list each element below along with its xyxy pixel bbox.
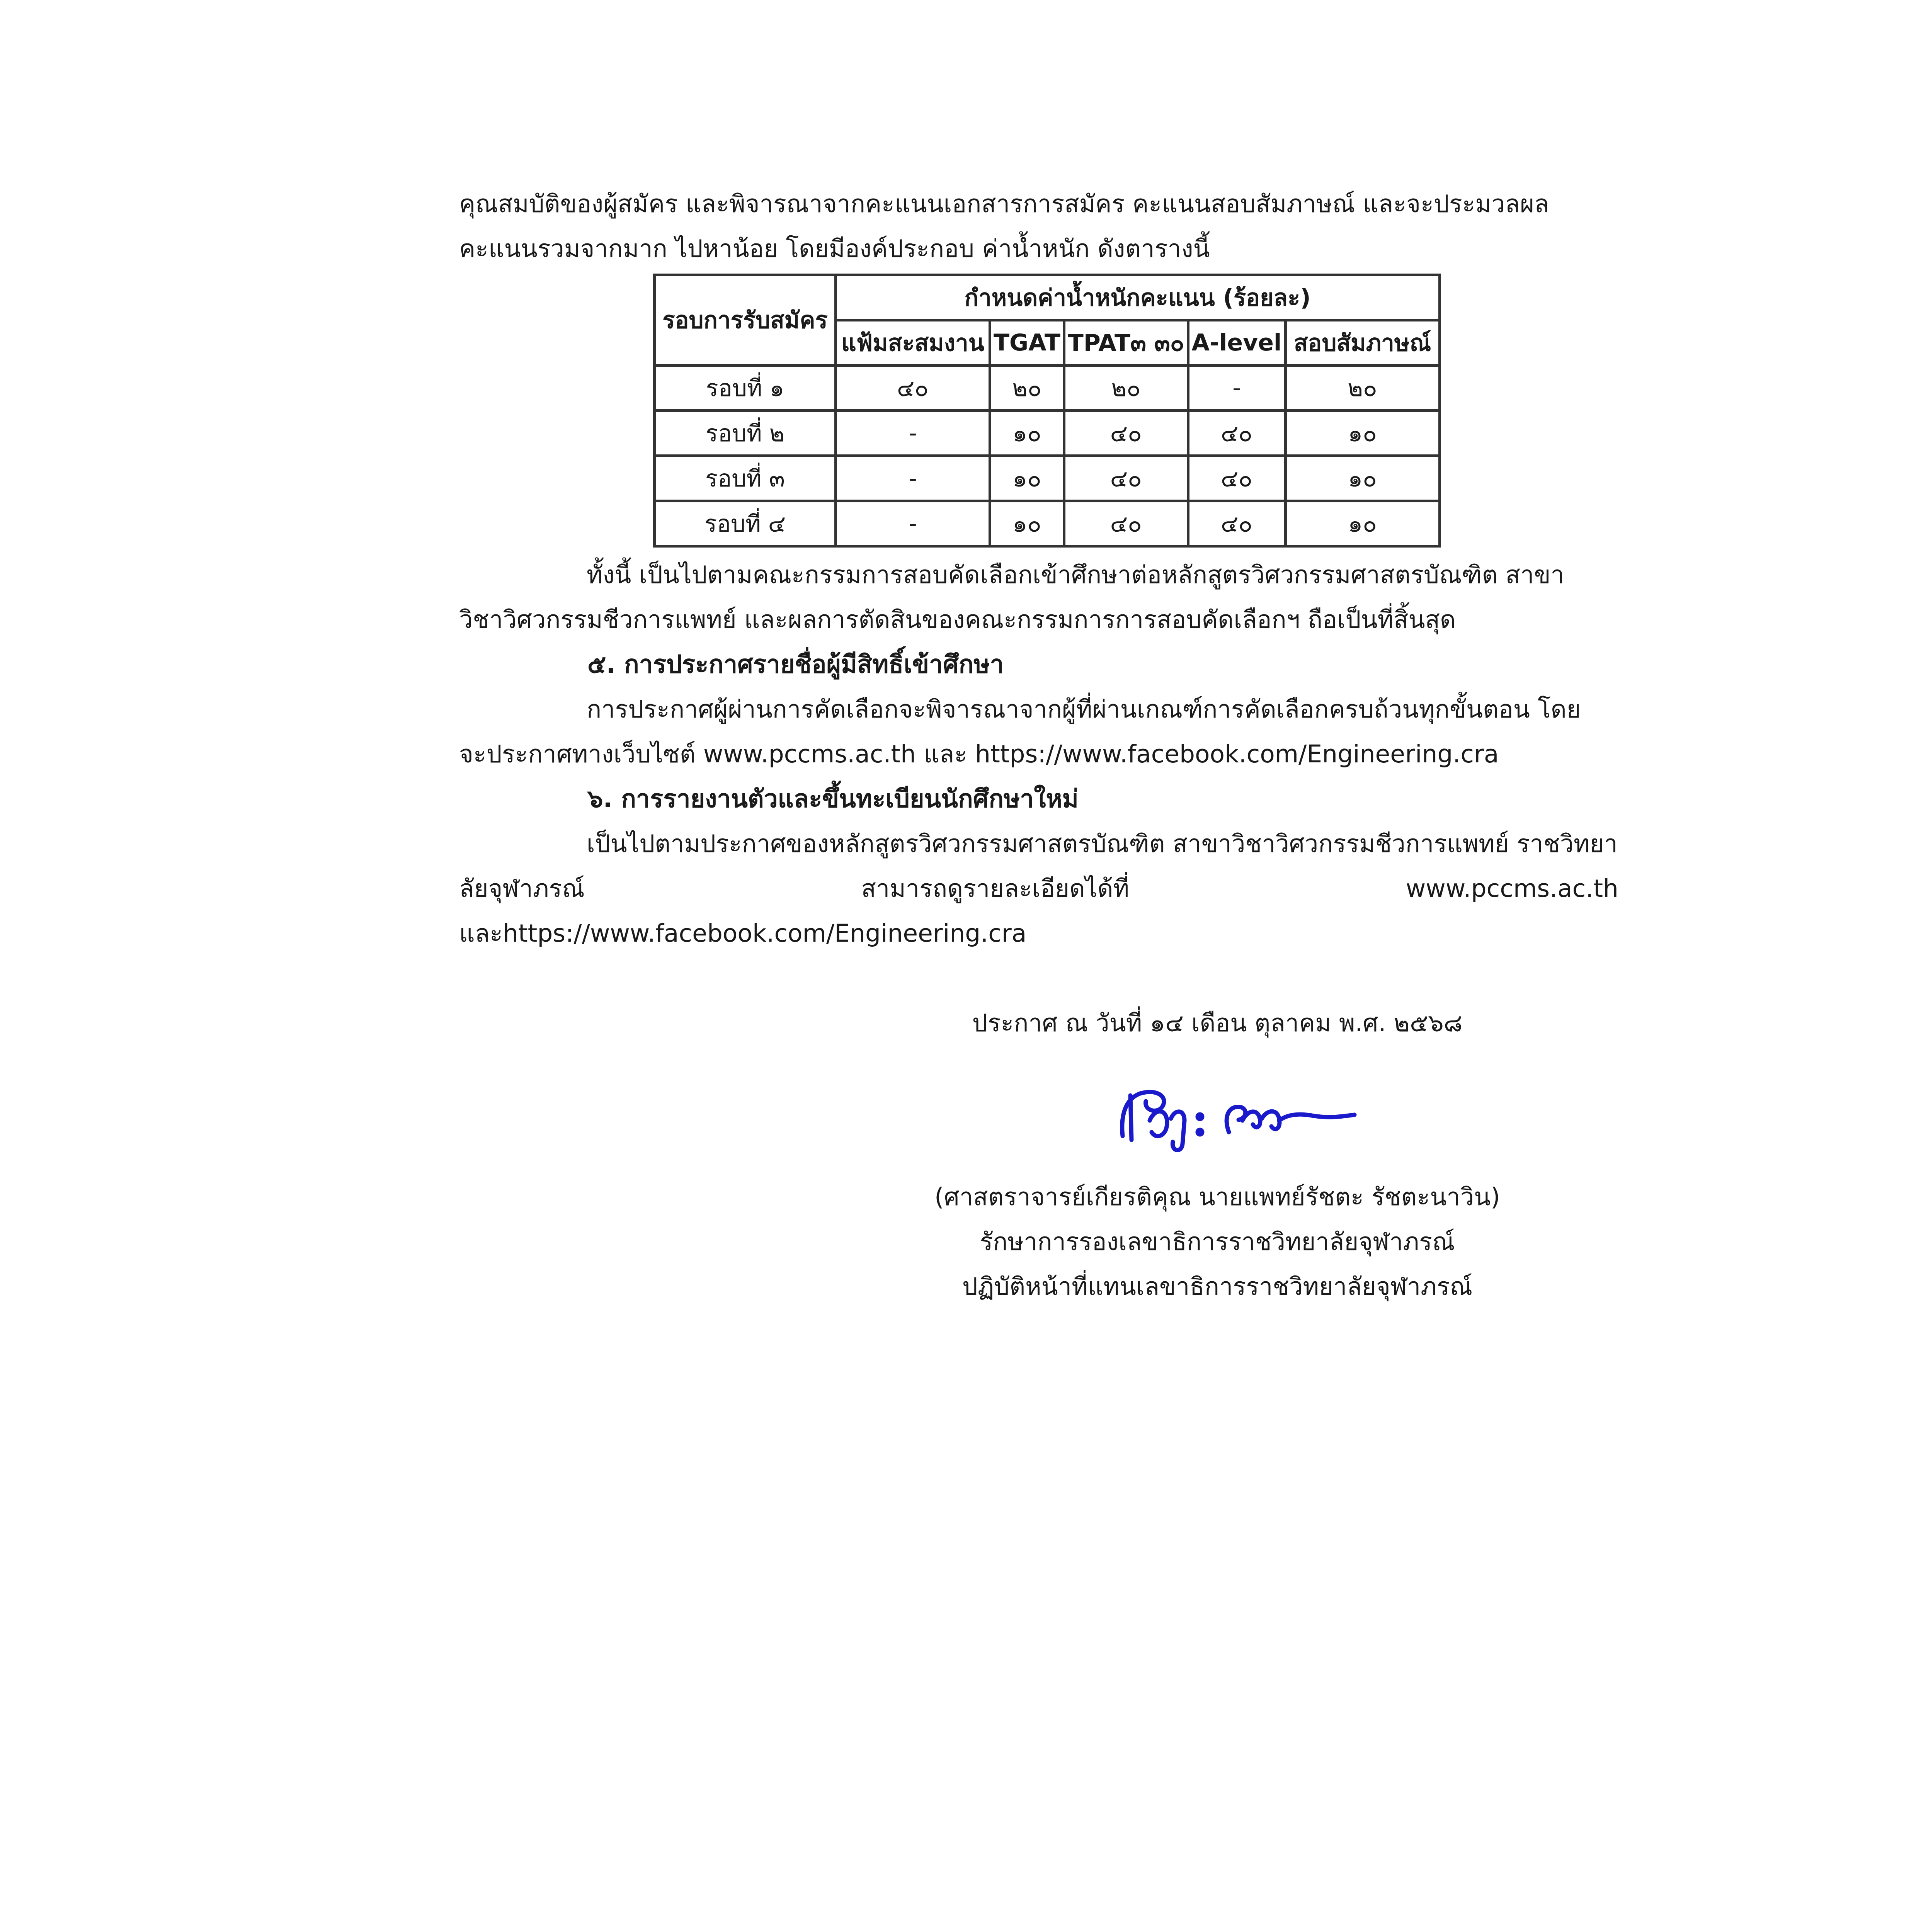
intro-line-2: คะแนนรวมจากมาก ไปหาน้อย โดยมีองค์ประกอบ ค่าน้ำหนัก ดังตารางนี้	[459, 235, 1210, 263]
round-cell: รอบที่ ๓	[655, 456, 836, 501]
section-6-line-1: เป็นไปตามประกาศของหลักสูตรวิศวกรรมศาสตรบัณฑิต สาขาวิชาวิศวกรรมชีวการแพทย์ ราชวิทยา	[587, 830, 1618, 858]
round-cell: รอบที่ ๔	[655, 501, 836, 546]
intro-line-1: คุณสมบัติของผู้สมัคร และพิจารณาจากคะแนนเอกสารการสมัคร คะแนนสอบสัมภาษณ์ และจะประมวลผล	[459, 190, 1549, 218]
value-cell: ๑๐	[1285, 456, 1440, 501]
value-cell: ๑๐	[1285, 501, 1440, 546]
section-6-line-2-part-c: www.pccms.ac.th	[1406, 874, 1618, 903]
value-cell: ๔๐	[1188, 501, 1285, 546]
column-header-portfolio: แฟ้มสะสมงาน	[836, 320, 990, 366]
round-cell: รอบที่ ๒	[655, 411, 836, 456]
announcement-date: ประกาศ ณ วันที่ ๑๔ เดือน ตุลาคม พ.ศ. ๒๕๖๘	[972, 1009, 1463, 1037]
signatory-title-2: ปฏิบัติหน้าที่แทนเลขาธิการราชวิทยาลัยจุฬาภรณ์	[962, 1272, 1473, 1301]
decision-line-2: วิชาวิศวกรรมชีวการแพทย์ และผลการตัดสินของคณะกรรมการการสอบคัดเลือกฯ ถือเป็นที่สิ้นสุด	[459, 605, 1456, 634]
decision-line-1: ทั้งนี้ เป็นไปตามคณะกรรมการสอบคัดเลือกเข้าศึกษาต่อหลักสูตรวิศวกรรมศาสตรบัณฑิต สาขา	[587, 561, 1564, 589]
value-cell: ๒๐	[990, 366, 1064, 411]
value-cell: ๔๐	[1064, 411, 1188, 456]
column-header-interview: สอบสัมภาษณ์	[1285, 320, 1440, 366]
value-cell: ๔๐	[836, 366, 990, 411]
column-header-alevel: A-level	[1188, 320, 1285, 366]
value-cell: ๔๐	[1064, 456, 1188, 501]
value-cell: -	[836, 501, 990, 546]
value-cell: ๑๐	[990, 456, 1064, 501]
table-header-row	[655, 275, 1440, 320]
weight-table	[653, 274, 1441, 548]
signatory-name: (ศาสตราจารย์เกียรติคุณ นายแพทย์รัชตะ รัชตะนาวิน)	[934, 1183, 1500, 1211]
value-cell: ๒๐	[1064, 366, 1188, 411]
signatory-title-1: รักษาการรองเลขาธิการราชวิทยาลัยจุฬาภรณ์	[980, 1228, 1455, 1256]
value-cell: -	[1188, 366, 1285, 411]
section-6-line-2-part-b: สามารถดูรายละเอียดได้ที่	[861, 874, 1129, 903]
value-cell: -	[836, 456, 990, 501]
section-6-line-2-part-a: ลัยจุฬาภรณ์	[459, 874, 585, 903]
value-cell: ๑๐	[1285, 411, 1440, 456]
value-cell: ๔๐	[1188, 411, 1285, 456]
column-header-tgat: TGAT	[990, 320, 1064, 366]
section-6-line-2	[459, 866, 1618, 911]
signature-image	[1113, 1078, 1360, 1155]
value-cell: ๔๐	[1188, 456, 1285, 501]
table-row	[655, 366, 1440, 411]
section-5-line-1: การประกาศผู้ผ่านการคัดเลือกจะพิจารณาจากผู้ที่ผ่านเกณฑ์การคัดเลือกครบถ้วนทุกขั้นตอน โดย	[587, 695, 1581, 723]
round-header: รอบการรับสมัคร	[655, 275, 836, 366]
section-5-heading: ๕. การประกาศรายชื่อผู้มีสิทธิ์เข้าศึกษา	[587, 650, 1004, 679]
round-cell: รอบที่ ๑	[655, 366, 836, 411]
table-row	[655, 456, 1440, 501]
section-6-line-3: และhttps://www.facebook.com/Engineering.cra	[459, 919, 1027, 947]
value-cell: ๑๐	[990, 501, 1064, 546]
table-row	[655, 501, 1440, 546]
value-cell: ๔๐	[1064, 501, 1188, 546]
column-header-tpat: TPAT๓ ๓๐	[1064, 320, 1188, 366]
section-5-line-2: จะประกาศทางเว็บไซต์ www.pccms.ac.th และ https://www.facebook.com/Engineering.cra	[459, 740, 1499, 768]
section-6-heading: ๖. การรายงานตัวและขึ้นทะเบียนนักศึกษาใหม่	[587, 785, 1079, 813]
table-row	[655, 411, 1440, 456]
value-cell: -	[836, 411, 990, 456]
value-cell: ๒๐	[1285, 366, 1440, 411]
weight-header: กำหนดค่าน้ำหนักคะแนน (ร้อยละ)	[836, 275, 1440, 320]
value-cell: ๑๐	[990, 411, 1064, 456]
